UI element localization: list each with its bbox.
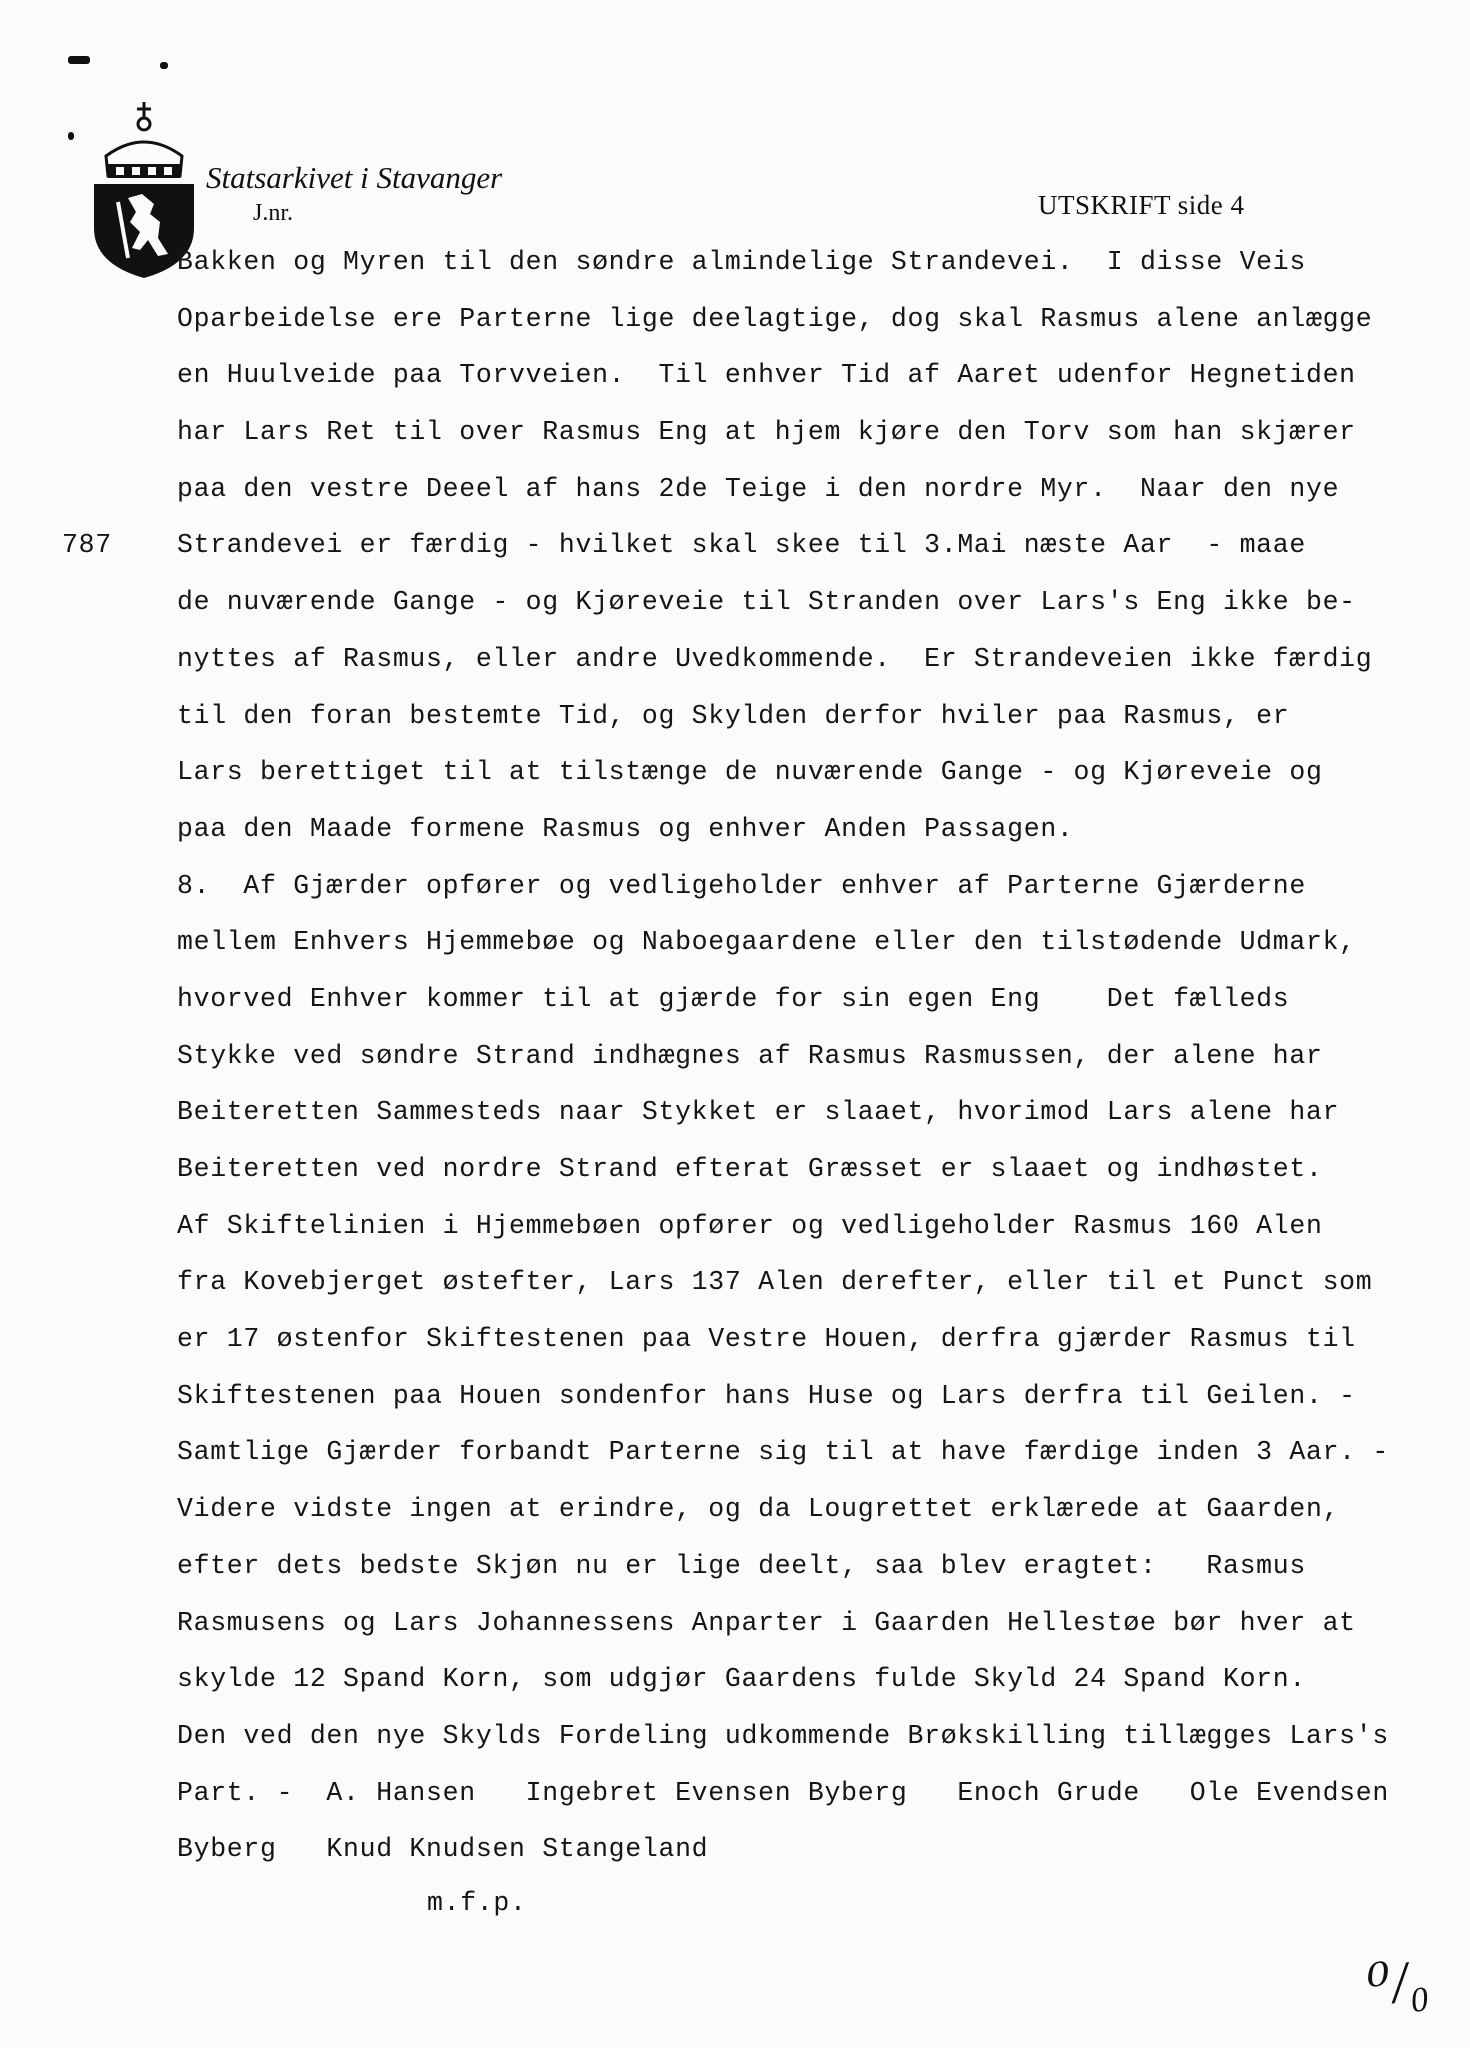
text-line: Videre vidste ingen at erindre, og da Lougrettet erklærede at Gaarden, — [177, 1494, 1340, 1525]
page-header-label: UTSKRIFT side 4 — [1038, 190, 1245, 220]
text-line: 8. Af Gjærder opfører og vedligeholder enhver af Parterne Gjærderne — [177, 870, 1306, 901]
handwritten-page-mark: ⁰/₀ — [1363, 1946, 1432, 2019]
text-line: Bakken og Myren til den søndre almindelige Strandevei. I disse Veis — [177, 247, 1306, 277]
text-line: Oparbeidelse ere Parterne lige deelagtige, dog skal Rasmus alene anlægge — [177, 303, 1373, 334]
text-line: Af Skiftelinien i Hjemmebøen opfører og vedligeholder Rasmus 160 Alen — [177, 1210, 1323, 1241]
text-line: fra Kovebjerget østefter, Lars 137 Alen derefter, eller til et Punct som — [177, 1267, 1373, 1298]
text-line: paa den vestre Deeel af hans 2de Teige i den nordre Myr. Naar den nye — [177, 473, 1340, 504]
text-line: skylde 12 Spand Korn, som udgjør Gaardens fulde Skyld 24 Spand Korn. — [177, 1664, 1306, 1695]
text-line: Part. - A. Hansen Ingebret Evensen Byberg Enoch Grude Ole Evendsen — [177, 1777, 1389, 1808]
text-line: de nuværende Gange - og Kjøreveie til Stranden over Lars's Eng ikke be- — [177, 587, 1356, 618]
scan-speck — [68, 56, 90, 64]
journal-number-label: J.nr. — [253, 200, 294, 226]
text-line: Den ved den nye Skylds Fordeling udkommende Brøkskilling tillægges Lars's — [177, 1720, 1389, 1751]
text-line: Stykke ved søndre Strand indhægnes af Rasmus Rasmussen, der alene har — [177, 1040, 1323, 1071]
text-line: har Lars Ret til over Rasmus Eng at hjem kjøre den Torv som han skjærer — [177, 417, 1356, 448]
closing-abbreviation: m.f.p. — [427, 1888, 527, 1918]
text-line: paa den Maade formene Rasmus og enhver Anden Passagen. — [177, 813, 1074, 844]
text-line: Samtlige Gjærder forbandt Parterne sig til at have færdige inden 3 Aar. - — [177, 1437, 1389, 1468]
text-line: nyttes af Rasmus, eller andre Uvedkommende. Er Strandeveien ikke færdig — [177, 643, 1373, 674]
text-line: til den foran bestemte Tid, og Skylden derfor hviler paa Rasmus, er — [177, 700, 1290, 731]
text-line: Rasmusens og Lars Johannessens Anparter i Gaarden Hellestøe bør hver at — [177, 1607, 1356, 1638]
text-line: hvorved Enhver kommer til at gjærde for sin egen Eng Det fælleds — [177, 983, 1290, 1014]
typed-transcript — [62, 234, 1427, 1878]
text-line: Skiftestenen paa Houen sondenfor hans Huse og Lars derfra til Geilen. - — [177, 1380, 1356, 1411]
text-line: Lars berettiget til at tilstænge de nuværende Gange - og Kjøreveie og — [177, 757, 1323, 788]
text-line: efter dets bedste Skjøn nu er lige deelt, saa blev eragtet: Rasmus — [177, 1550, 1306, 1581]
text-line: Strandevei er færdig - hvilket skal skee til 3.Mai næste Aar - maae — [177, 530, 1306, 561]
text-line: mellem Enhvers Hjemmebøe og Naboegaardene eller den tilstødende Udmark, — [177, 927, 1356, 958]
scan-speck — [160, 62, 168, 69]
text-line-with-margin-note — [62, 517, 1427, 574]
text-line: en Huulveide paa Torvveien. Til enhver Tid af Aaret udenfor Hegnetiden — [177, 360, 1356, 391]
text-line: Byberg Knud Knudsen Stangeland — [177, 1834, 709, 1865]
text-line: Beiteretten ved nordre Strand efterat Græsset er slaaet og indhøstet. — [177, 1154, 1323, 1184]
archive-name: Statsarkivet i Stavanger — [206, 160, 503, 195]
text-line: Beiteretten Sammesteds naar Stykket er slaaet, hvorimod Lars alene har — [177, 1097, 1340, 1128]
text-line: er 17 østenfor Skiftestenen paa Vestre Houen, derfra gjærder Rasmus til — [177, 1324, 1356, 1355]
scan-speck — [68, 132, 74, 140]
margin-page-number: 787 — [62, 530, 112, 561]
